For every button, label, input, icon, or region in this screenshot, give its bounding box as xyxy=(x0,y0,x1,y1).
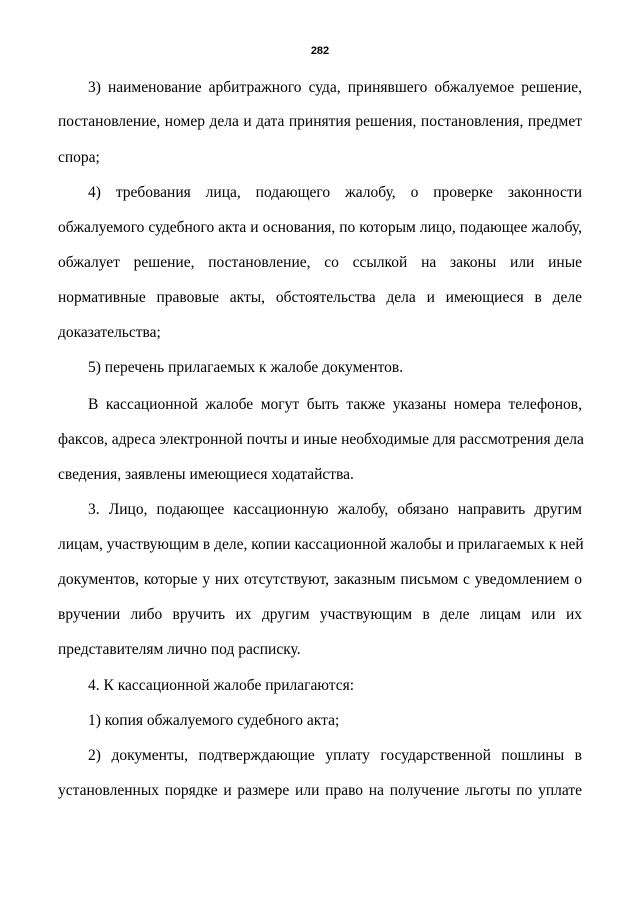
text-line: 1) копия обжалуемого судебного акта; xyxy=(88,712,340,729)
text-line: 3) наименование арбитражного суда, принявшего обжалуемое решение, xyxy=(88,79,582,96)
page-number: 282 xyxy=(310,45,330,57)
text-line: В кассационной жалобе могут быть также указаны номера телефонов, xyxy=(88,396,582,413)
text-line: вручении либо вручить их другим участвующим в деле лицам или их xyxy=(58,606,582,623)
text-line: обжалуемого судебного акта и основания, по которым лицо, подающее жалобу, xyxy=(58,219,582,236)
text-line: 3. Лицо, подающее кассационную жалобу, обязано направить другим xyxy=(88,501,582,518)
text-line: спора; xyxy=(58,149,100,166)
text-line: лицам, участвующим в деле, копии кассационной жалобы и прилагаемых к ней xyxy=(58,536,584,553)
text-line: сведения, заявлены имеющиеся ходатайства. xyxy=(58,466,354,483)
text-line: документов, которые у них отсутствуют, заказным письмом с уведомлением о xyxy=(58,571,582,588)
text-line: факсов, адреса электронной почты и иные необходимые для рассмотрения дела xyxy=(58,431,584,448)
text-line: 4) требования лица, подающего жалобу, о проверке законности xyxy=(88,184,582,201)
text-line: обжалует решение, постановление, со ссылкой на законы или иные xyxy=(58,254,582,271)
text-line: установленных порядке и размере или право на получение льготы по уплате xyxy=(58,782,582,799)
text-line: 4. К кассационной жалобе прилагаются: xyxy=(88,677,355,694)
text-line: 5) перечень прилагаемых к жалобе документов. xyxy=(88,359,404,376)
text-line: доказательства; xyxy=(58,324,161,341)
text-line: представителям лично под расписку. xyxy=(58,641,301,658)
text-line: 2) документы, подтверждающие уплату государственной пошлины в xyxy=(88,747,582,764)
text-line: нормативные правовые акты, обстоятельства дела и имеющиеся в деле xyxy=(58,289,582,306)
text-line: постановление, номер дела и дата принятия решения, постановления, предмет xyxy=(58,113,582,130)
